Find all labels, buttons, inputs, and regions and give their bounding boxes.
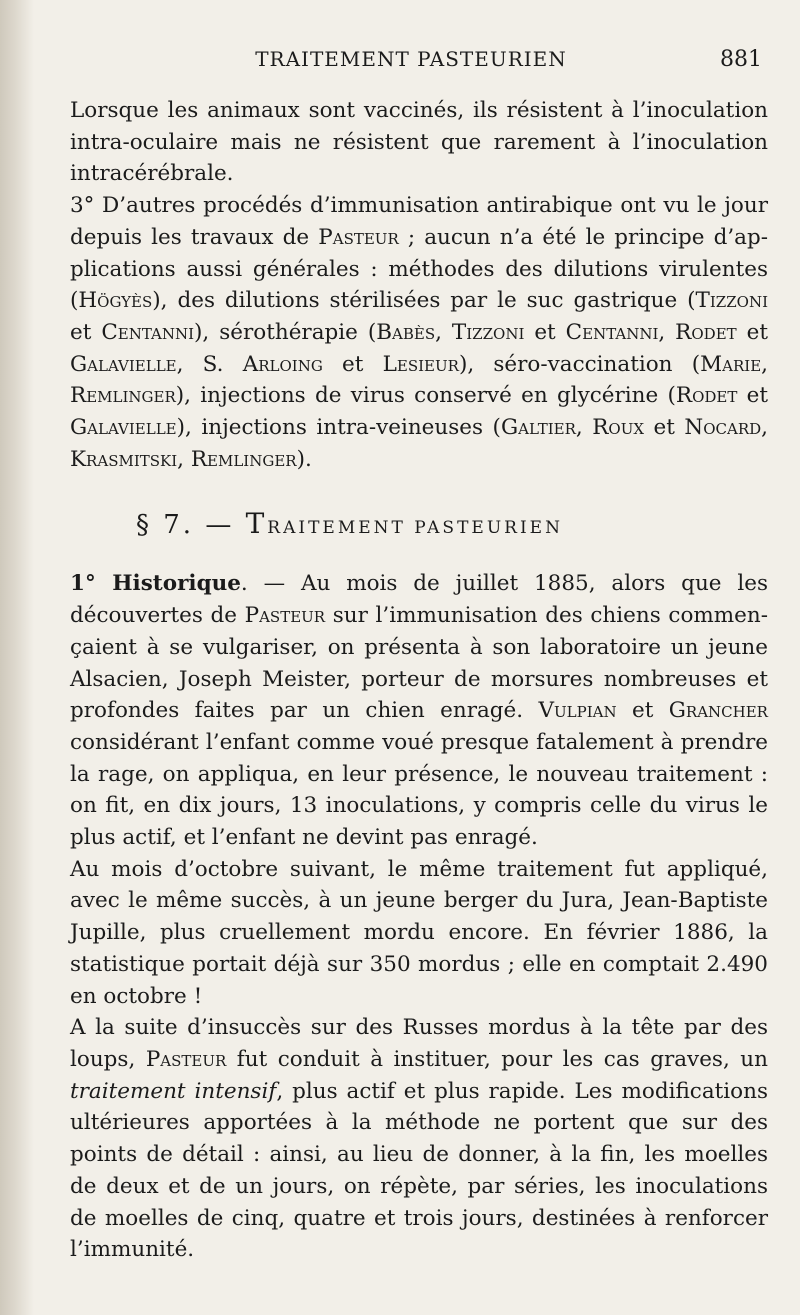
paragraph-inoculation: Lorsque les animaux sont vaccinés, ils résistent à l’inoculation intra-oculaire mais ne résistent que rarement à l’inoculation intracérébrale. [70, 98, 768, 187]
running-header [60, 47, 762, 77]
paragraph-intensive-treatment: A la suite d’insuccès sur des Russes mordus à la tête par des loups, Pasteur fut conduit à instituer, pour les cas graves, un traitement intensif, plus actif et plus rapide. Les modifications ultérieures apportées à la méthode ne portent que sur des points de détail : ainsi, au lieu de donner, à la fin, les moelles de deux et de un jours, on répète, par séries, les inoculations de moelles de cinq, quatre et trois jours, destinées à renforcer l’immunité. [70, 1015, 768, 1263]
body-text [70, 95, 768, 1266]
running-title: TRAITEMENT PASTEURIEN [255, 47, 567, 71]
page-number: 881 [720, 47, 762, 72]
paragraph-october: Au mois d’octobre suivant, le même traitement fut appliqué, avec le même succès, à un jeune berger du Jura, Jean-Baptiste Jupille, plus cruellement mordu encore. En février 1886, la statistique portait déjà sur 350 mordus ; elle en comptait 2.490 en octobre ! [70, 856, 768, 1009]
paragraph-other-methods: 3° D’autres procédés d’immunisation antirabique ont vu le jour depuis les travaux de Pasteur ; aucun n’a été le principe d’applications aussi générales : méthodes des dilutions virulentes (Högyès), des dilutions stérilisées par le suc gastrique (Tizzoni et Centanni), sérothérapie (Babès, Tizzoni et Centanni, Rodet et Galavielle, S. Arloing et Lesieur), séro-vaccination (Marie, Remlinger), injections de virus conservé en glycérine (Rodet et Galavielle), injections intra-veineuses (Galtier, Roux et Nocard, Krasmitski, Remlinger). [70, 193, 769, 472]
section-heading: § 7. — TRAITEMENT PASTEURIEN [136, 507, 563, 541]
paragraph-historique: 1° Historique. — Au mois de juillet 1885, alors que les découvertes de Pasteur sur l’immunisation des chiens commençaient à se vulgariser, on présenta à son laboratoire un jeune Alsacien, Joseph Meister, porteur de morsures nombreuses et profondes faites par un chien enragé. Vulpian et Grancher considérant l’enfant comme voué presque fatalement à prendre la rage, on appliqua, en leur présence, le nouveau traitement : on fit, en dix jours, 13 inoculations, y compris celle du virus le plus actif, et l’enfant ne devint pas enragé. [70, 571, 769, 851]
